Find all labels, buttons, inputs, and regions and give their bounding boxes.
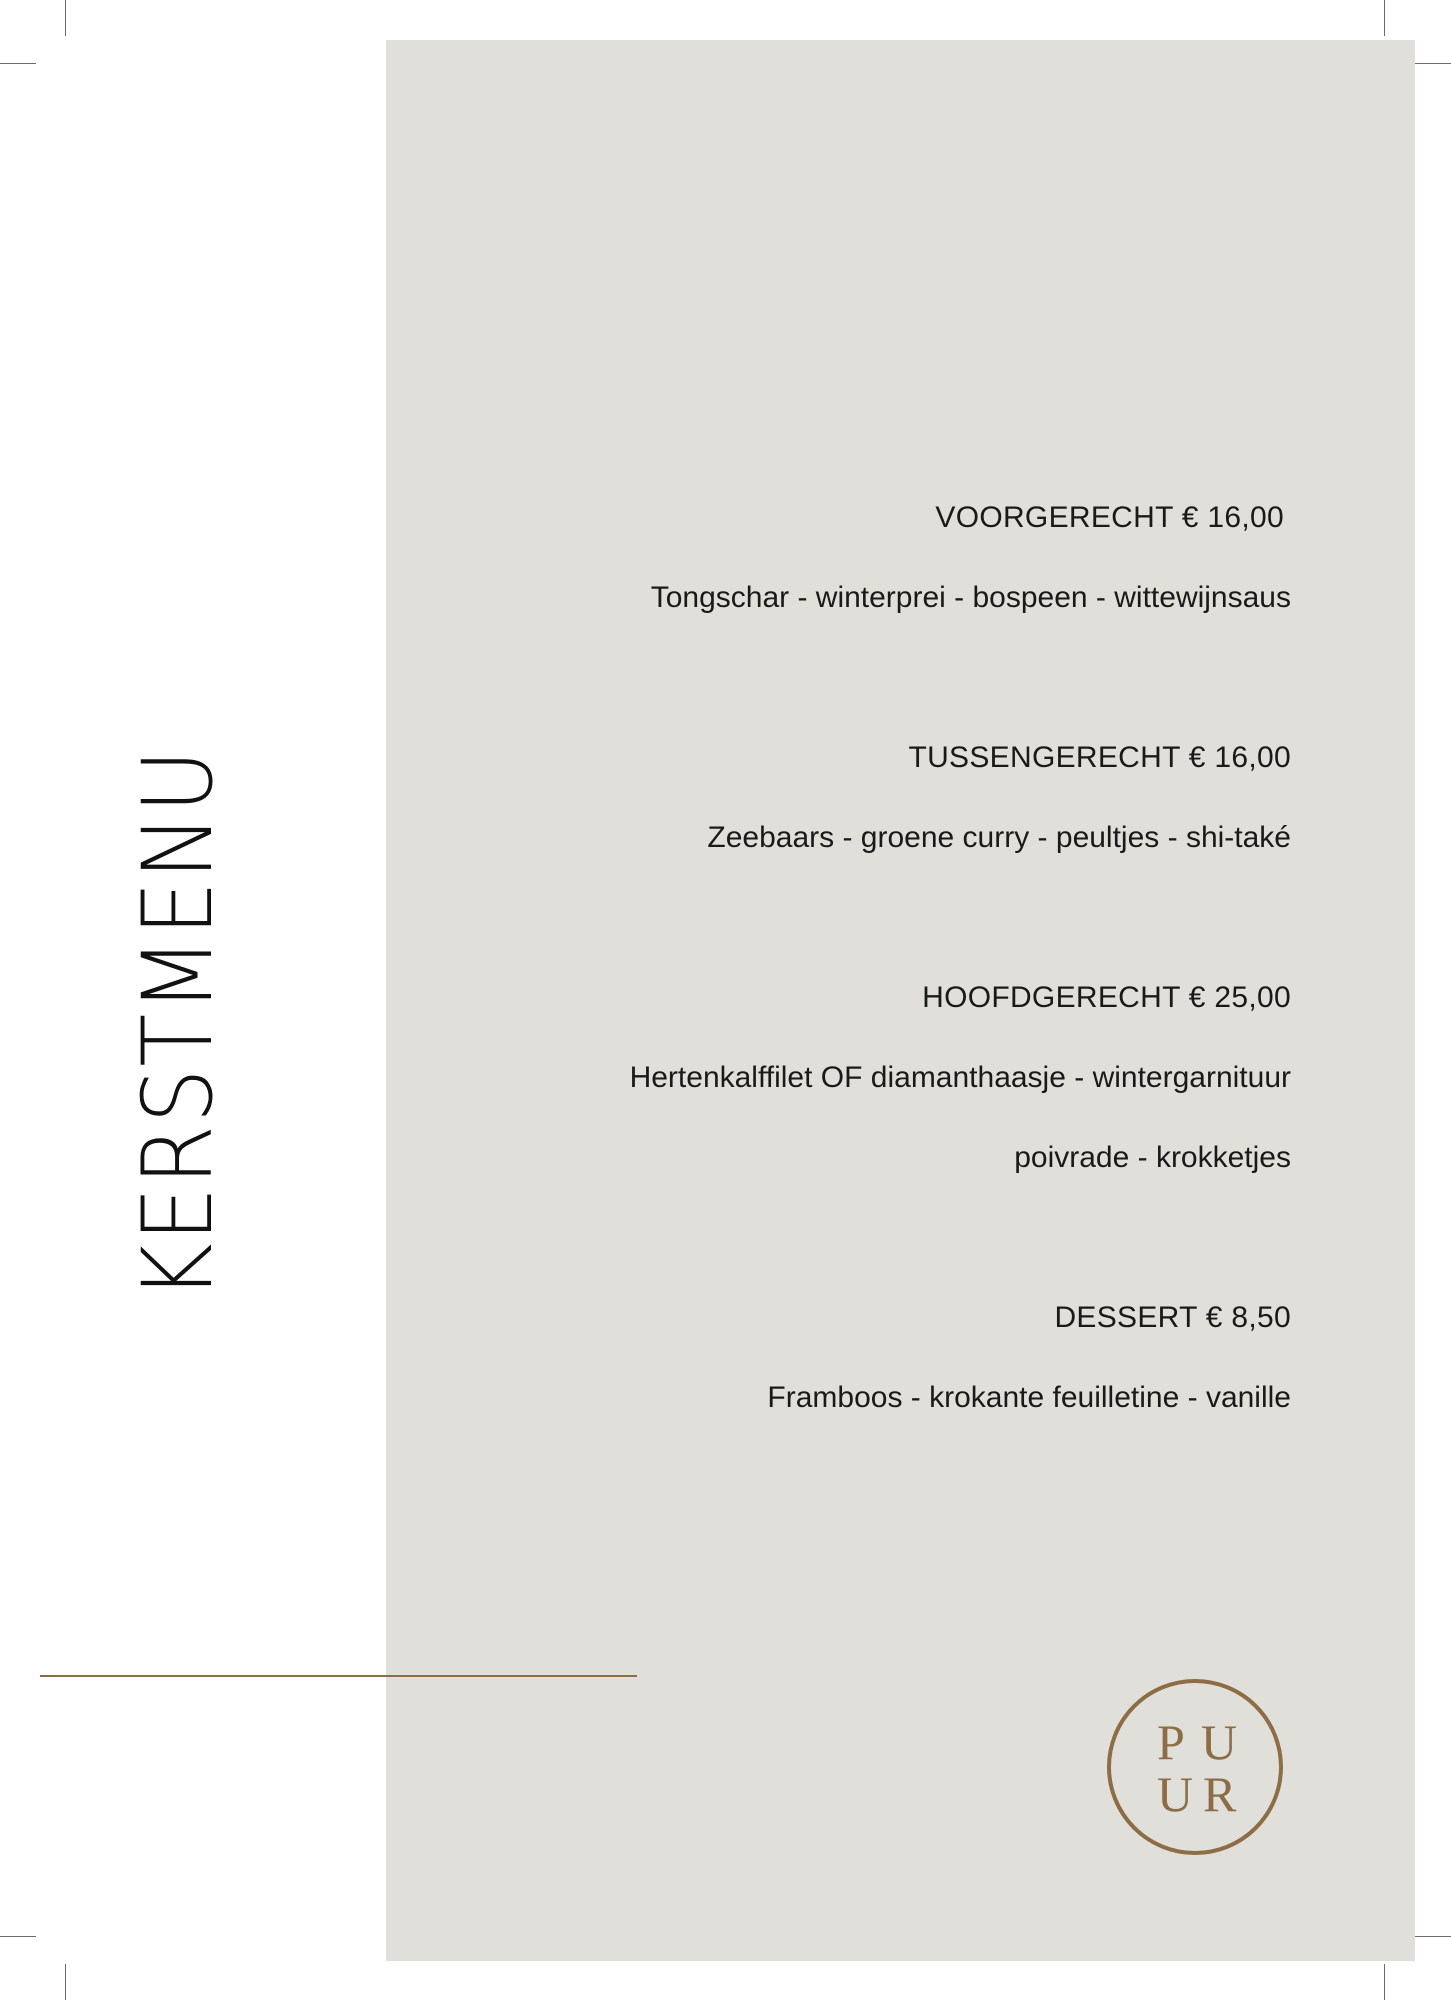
course-heading-starter: VOORGERECHT € 16,00 (935, 501, 1284, 534)
crop-mark-top-right-v (1384, 0, 1385, 36)
crop-mark-bottom-left-h (0, 1936, 36, 1937)
course-dishes-starter: Tongschar - winterprei - bospeen - wittewijnsaus (650, 581, 1291, 614)
logo-letter-u-bottom: U (1157, 1766, 1194, 1822)
logo-letter-u-top: U (1201, 1714, 1238, 1770)
crop-mark-top-right-h (1415, 63, 1451, 64)
crop-mark-top-left-h (0, 63, 36, 64)
crop-mark-bottom-right-v (1384, 1964, 1385, 2000)
logo-letter-p: P (1157, 1714, 1185, 1770)
course-dishes-intermediate: Zeebaars - groene curry - peultjes - shi-také (707, 821, 1291, 854)
crop-mark-top-left-v (65, 0, 66, 36)
course-heading-main: HOOFDGERECHT € 25,00 (922, 981, 1291, 1014)
course-dishes-dessert: Framboos - krokante feuilletine - vanille (767, 1381, 1291, 1414)
course-heading-dessert: DESSERT € 8,50 (1054, 1301, 1291, 1334)
logo-letter-r: R (1203, 1766, 1237, 1822)
crop-mark-bottom-right-h (1415, 1936, 1451, 1937)
puur-logo (1107, 1679, 1283, 1855)
course-dishes-main-line2: poivrade - krokketjes (1014, 1141, 1291, 1174)
course-dishes-main-line1: Hertenkalffilet OF diamanthaasje - wintergarnituur (629, 1061, 1291, 1094)
course-heading-intermediate: TUSSENGERECHT € 16,00 (908, 741, 1291, 774)
accent-divider (40, 1675, 637, 1677)
crop-mark-bottom-left-v (65, 1964, 66, 2000)
page-title: KERSTMENU (122, 747, 234, 1300)
